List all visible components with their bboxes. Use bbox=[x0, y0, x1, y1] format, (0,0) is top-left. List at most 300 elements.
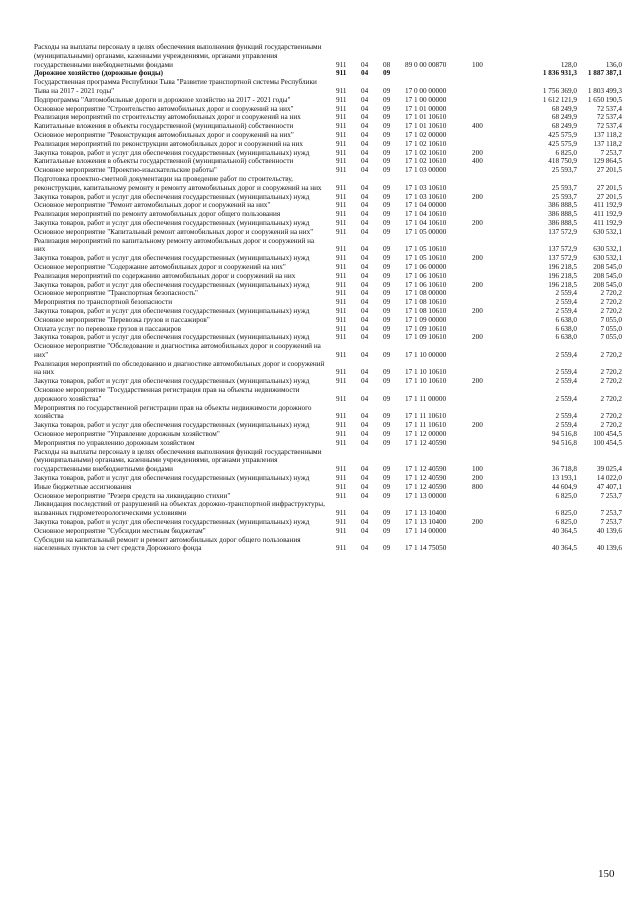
row-target-article: 17 1 13 10400 bbox=[405, 518, 447, 527]
row-target-article: 17 1 12 40590 bbox=[405, 465, 447, 474]
row-target-article: 17 1 10 10610 bbox=[405, 377, 447, 386]
row-target-article: 17 1 08 00000 bbox=[405, 289, 447, 298]
row-amount-2020: 6 825,0 bbox=[555, 518, 577, 527]
row-name: Закупка товаров, работ и услуг для обеспечения государственных (муниципальных) нужд bbox=[34, 421, 310, 430]
table-row bbox=[34, 307, 624, 316]
row-section-code: 04 bbox=[361, 104, 369, 113]
row-target-article: 17 1 03 00000 bbox=[405, 166, 447, 175]
row-subsection-code: 09 bbox=[383, 95, 391, 104]
row-amount-2020: 386 888,5 bbox=[548, 210, 577, 219]
row-name: Закупка товаров, работ и услуг для обеспечения государственных (муниципальных) нужд bbox=[34, 254, 310, 263]
row-amount-2021: 411 192,9 bbox=[593, 201, 622, 210]
row-amount-2020: 2 559,4 bbox=[555, 368, 577, 377]
row-section-code: 04 bbox=[361, 166, 369, 175]
row-amount-2020: 6 825,0 bbox=[555, 148, 577, 157]
row-ministry-code: 911 bbox=[336, 298, 347, 307]
row-amount-2021: 40 139,6 bbox=[596, 526, 622, 535]
table-row bbox=[34, 122, 624, 131]
row-subsection-code: 09 bbox=[383, 430, 391, 439]
row-amount-2021: 7 055,0 bbox=[600, 333, 622, 342]
table-row bbox=[34, 316, 624, 325]
row-expense-type: 800 bbox=[472, 482, 483, 491]
table-row bbox=[34, 105, 624, 114]
row-section-code: 04 bbox=[361, 465, 369, 474]
row-amount-2020: 2 559,4 bbox=[555, 306, 577, 315]
row-name: Реализация мероприятий по содержанию автомобильных дорог и сооружений на них bbox=[34, 271, 296, 280]
row-name: Мероприятия по государственной регистрации прав на объекты недвижимости дорожного хозяйства bbox=[34, 403, 312, 421]
row-ministry-code: 911 bbox=[336, 430, 347, 439]
table-row bbox=[34, 439, 624, 448]
row-subsection-code: 09 bbox=[383, 298, 391, 307]
row-subsection-code: 09 bbox=[383, 139, 391, 148]
row-expense-type: 100 bbox=[472, 60, 483, 69]
row-amount-2020: 25 593,7 bbox=[551, 192, 577, 201]
row-section-code: 04 bbox=[361, 280, 369, 289]
row-ministry-code: 911 bbox=[336, 69, 347, 78]
row-ministry-code: 911 bbox=[336, 394, 347, 403]
table-row bbox=[34, 78, 624, 96]
row-ministry-code: 911 bbox=[336, 210, 347, 219]
table-row bbox=[34, 474, 624, 483]
row-subsection-code: 09 bbox=[383, 192, 391, 201]
row-section-code: 04 bbox=[361, 350, 369, 359]
row-amount-2021: 411 192,9 bbox=[593, 210, 622, 219]
row-subsection-code: 09 bbox=[383, 394, 391, 403]
row-amount-2020: 386 888,5 bbox=[548, 201, 577, 210]
row-target-article: 17 1 12 40590 bbox=[405, 482, 447, 491]
row-amount-2021: 47 407,1 bbox=[596, 482, 622, 491]
row-amount-2020: 94 516,8 bbox=[551, 430, 577, 439]
table-row bbox=[34, 430, 624, 439]
row-subsection-code: 09 bbox=[383, 122, 391, 131]
row-target-article: 17 1 14 00000 bbox=[405, 526, 447, 535]
row-name: Подпрограмма "Автомобильные дороги и дорожное хозяйство на 2017 - 2021 годы" bbox=[34, 95, 291, 104]
row-section-code: 04 bbox=[361, 271, 369, 280]
row-subsection-code: 09 bbox=[383, 377, 391, 386]
row-amount-2020: 6 638,0 bbox=[555, 333, 577, 342]
table-row bbox=[34, 298, 624, 307]
row-name: Закупка товаров, работ и услуг для обеспечения государственных (муниципальных) нужд bbox=[34, 280, 310, 289]
row-amount-2020: 2 559,4 bbox=[555, 289, 577, 298]
row-section-code: 04 bbox=[361, 544, 369, 553]
row-ministry-code: 911 bbox=[336, 262, 347, 271]
row-ministry-code: 911 bbox=[336, 518, 347, 527]
table-row bbox=[34, 483, 624, 492]
row-ministry-code: 911 bbox=[336, 421, 347, 430]
table-row bbox=[34, 448, 624, 474]
row-amount-2020: 44 604,9 bbox=[551, 482, 577, 491]
row-amount-2021: 7 055,0 bbox=[600, 324, 622, 333]
row-name: Реализация мероприятий по капитальному ремонту автомобильных дорог и сооружений на них bbox=[34, 236, 315, 254]
table-row bbox=[34, 157, 624, 166]
row-amount-2021: 2 720,2 bbox=[600, 421, 622, 430]
table-row bbox=[34, 360, 624, 378]
row-subsection-code: 09 bbox=[383, 113, 391, 122]
row-amount-2020: 13 193,1 bbox=[551, 474, 577, 483]
row-expense-type: 200 bbox=[472, 148, 483, 157]
table-row bbox=[34, 219, 624, 228]
row-name: Субсидии на капитальный ремонт и ремонт автомобильных дорог общего пользования населенных пунктов за счет средств Дорожного фонда bbox=[34, 535, 301, 553]
row-expense-type: 200 bbox=[472, 218, 483, 227]
table-row bbox=[34, 272, 624, 281]
row-name: Основное мероприятие "Перевозка грузов и пассажиров" bbox=[34, 315, 210, 324]
row-name: Закупка товаров, работ и услуг для обеспечения государственных (муниципальных) нужд bbox=[34, 333, 310, 342]
row-section-code: 04 bbox=[361, 69, 369, 78]
row-subsection-code: 09 bbox=[383, 526, 391, 535]
row-ministry-code: 911 bbox=[336, 201, 347, 210]
row-target-article: 17 1 13 10400 bbox=[405, 509, 447, 518]
page-number: 150 bbox=[598, 868, 615, 880]
table-row bbox=[34, 113, 624, 122]
row-name: Ликвидация последствий от разрушений на объектах дорожно-транспортной инфраструктуры, вызванных гидрометеорологическими условиями bbox=[34, 500, 325, 518]
row-section-code: 04 bbox=[361, 227, 369, 236]
row-ministry-code: 911 bbox=[336, 333, 347, 342]
row-subsection-code: 09 bbox=[383, 254, 391, 263]
row-target-article: 17 1 00 00000 bbox=[405, 95, 447, 104]
row-amount-2020: 25 593,7 bbox=[551, 183, 577, 192]
row-amount-2021: 208 545,0 bbox=[593, 280, 622, 289]
row-target-article: 17 1 05 10610 bbox=[405, 254, 447, 263]
row-expense-type: 200 bbox=[472, 254, 483, 263]
table-row bbox=[34, 210, 624, 219]
row-target-article: 17 1 01 10610 bbox=[405, 113, 447, 122]
budget-table bbox=[34, 43, 624, 553]
row-name: Закупка товаров, работ и услуг для обеспечения государственных (муниципальных) нужд bbox=[34, 148, 310, 157]
row-section-code: 04 bbox=[361, 60, 369, 69]
row-subsection-code: 09 bbox=[383, 324, 391, 333]
table-row bbox=[34, 281, 624, 290]
row-amount-2021: 27 201,5 bbox=[596, 183, 622, 192]
row-section-code: 04 bbox=[361, 192, 369, 201]
row-subsection-code: 09 bbox=[383, 69, 391, 78]
table-row bbox=[34, 193, 624, 202]
row-ministry-code: 911 bbox=[336, 482, 347, 491]
row-section-code: 04 bbox=[361, 130, 369, 139]
row-amount-2020: 196 218,5 bbox=[548, 271, 577, 280]
row-amount-2021: 1 650 190,5 bbox=[587, 95, 622, 104]
row-section-code: 04 bbox=[361, 245, 369, 254]
row-ministry-code: 911 bbox=[336, 377, 347, 386]
row-target-article: 17 1 04 10610 bbox=[405, 210, 447, 219]
row-target-article: 17 1 14 75050 bbox=[405, 544, 447, 553]
row-section-code: 04 bbox=[361, 210, 369, 219]
row-subsection-code: 09 bbox=[383, 465, 391, 474]
row-expense-type: 200 bbox=[472, 421, 483, 430]
row-subsection-code: 09 bbox=[383, 306, 391, 315]
row-subsection-code: 09 bbox=[383, 218, 391, 227]
row-amount-2020: 40 364,5 bbox=[551, 544, 577, 553]
row-name: Мероприятия по транспортной безопасности bbox=[34, 298, 173, 307]
row-amount-2021: 630 532,1 bbox=[593, 254, 622, 263]
row-amount-2021: 39 025,4 bbox=[596, 465, 622, 474]
row-amount-2020: 1 836 931,3 bbox=[542, 69, 577, 78]
row-amount-2020: 6 825,0 bbox=[555, 509, 577, 518]
row-target-article: 17 1 12 40590 bbox=[405, 474, 447, 483]
row-amount-2021: 630 532,1 bbox=[593, 227, 622, 236]
row-amount-2020: 418 750,9 bbox=[548, 157, 577, 166]
row-amount-2021: 72 537,4 bbox=[596, 113, 622, 122]
row-amount-2021: 100 454,5 bbox=[593, 430, 622, 439]
row-amount-2020: 6 638,0 bbox=[555, 315, 577, 324]
row-amount-2020: 2 559,4 bbox=[555, 412, 577, 421]
row-name: Основное мероприятие "Ремонт автомобильных дорог и сооружений на них" bbox=[34, 201, 271, 210]
row-ministry-code: 911 bbox=[336, 412, 347, 421]
row-section-code: 04 bbox=[361, 113, 369, 122]
row-target-article: 17 1 08 10610 bbox=[405, 298, 447, 307]
table-row bbox=[34, 492, 624, 501]
table-row bbox=[34, 518, 624, 527]
row-ministry-code: 911 bbox=[336, 227, 347, 236]
row-ministry-code: 911 bbox=[336, 104, 347, 113]
row-target-article: 17 1 09 10610 bbox=[405, 324, 447, 333]
row-section-code: 04 bbox=[361, 377, 369, 386]
row-amount-2020: 196 218,5 bbox=[548, 262, 577, 271]
row-amount-2020: 2 559,4 bbox=[555, 394, 577, 403]
table-row bbox=[34, 149, 624, 158]
row-section-code: 04 bbox=[361, 262, 369, 271]
row-ministry-code: 911 bbox=[336, 192, 347, 201]
row-name: Оплата услуг по перевозке грузов и пассажиров bbox=[34, 324, 182, 333]
row-amount-2021: 27 201,5 bbox=[596, 166, 622, 175]
row-name: Основное мероприятие "Строительство автомобильных дорог и сооружений на них" bbox=[34, 104, 294, 113]
row-subsection-code: 09 bbox=[383, 271, 391, 280]
row-amount-2021: 1 887 387,1 bbox=[587, 69, 622, 78]
row-ministry-code: 911 bbox=[336, 254, 347, 263]
row-name: Основное мероприятие "Управление дорожным хозяйством" bbox=[34, 430, 220, 439]
row-name: Иные бюджетные ассигнования bbox=[34, 482, 132, 491]
row-target-article: 17 1 06 00000 bbox=[405, 262, 447, 271]
row-ministry-code: 911 bbox=[336, 526, 347, 535]
row-amount-2020: 128,0 bbox=[560, 60, 577, 69]
row-ministry-code: 911 bbox=[336, 166, 347, 175]
row-subsection-code: 09 bbox=[383, 482, 391, 491]
row-ministry-code: 911 bbox=[336, 289, 347, 298]
row-target-article: 17 1 06 10610 bbox=[405, 271, 447, 280]
row-amount-2021: 2 720,2 bbox=[600, 289, 622, 298]
row-expense-type: 400 bbox=[472, 122, 483, 131]
row-ministry-code: 911 bbox=[336, 218, 347, 227]
table-row bbox=[34, 140, 624, 149]
row-ministry-code: 911 bbox=[336, 544, 347, 553]
row-amount-2021: 1 803 499,3 bbox=[587, 86, 622, 95]
row-amount-2021: 7 253,7 bbox=[600, 518, 622, 527]
row-section-code: 04 bbox=[361, 421, 369, 430]
row-name: Капитальные вложения в объекты государственной (муниципальной) собственности bbox=[34, 157, 294, 166]
row-target-article: 17 0 00 00000 bbox=[405, 86, 447, 95]
row-name: Закупка товаров, работ и услуг для обеспечения государственных (муниципальных) нужд bbox=[34, 218, 310, 227]
row-subsection-code: 09 bbox=[383, 183, 391, 192]
row-target-article: 17 1 09 10610 bbox=[405, 333, 447, 342]
row-ministry-code: 911 bbox=[336, 350, 347, 359]
row-ministry-code: 911 bbox=[336, 324, 347, 333]
row-expense-type: 200 bbox=[472, 474, 483, 483]
row-ministry-code: 911 bbox=[336, 130, 347, 139]
row-subsection-code: 09 bbox=[383, 491, 391, 500]
row-section-code: 04 bbox=[361, 139, 369, 148]
row-amount-2020: 1 756 369,0 bbox=[542, 86, 577, 95]
row-amount-2021: 136,0 bbox=[605, 60, 622, 69]
table-row bbox=[34, 325, 624, 334]
row-amount-2020: 6 638,0 bbox=[555, 324, 577, 333]
row-target-article: 17 1 08 10610 bbox=[405, 306, 447, 315]
row-section-code: 04 bbox=[361, 298, 369, 307]
row-ministry-code: 911 bbox=[336, 368, 347, 377]
row-section-code: 04 bbox=[361, 315, 369, 324]
table-row bbox=[34, 96, 624, 105]
row-name: Закупка товаров, работ и услуг для обеспечения государственных (муниципальных) нужд bbox=[34, 192, 310, 201]
row-name: Реализация мероприятий по обследованию и диагностике автомобильных дорог и сооружений на них bbox=[34, 359, 325, 377]
row-name: Основное мероприятие "Содержание автомобильных дорог и сооружений на них" bbox=[34, 262, 286, 271]
row-ministry-code: 911 bbox=[336, 157, 347, 166]
row-amount-2021: 208 545,0 bbox=[593, 271, 622, 280]
row-name: Подготовка проектно-сметной документации на проведение работ по строительству, реконструкции, капитальному ремонту и ремонту автомобильных дорог и сооружений на них bbox=[34, 174, 322, 192]
row-name: Основное мероприятие "Резерв средств на ликвидацию стихии" bbox=[34, 491, 231, 500]
table-row bbox=[34, 333, 624, 342]
row-name: Дорожное хозяйство (дорожные фонды) bbox=[34, 69, 163, 78]
table-row bbox=[34, 342, 624, 360]
row-section-code: 04 bbox=[361, 394, 369, 403]
row-name: Основное мероприятие "Государственная регистрация прав на объекты недвижимости дорожного хозяйства" bbox=[34, 386, 300, 403]
table-row bbox=[34, 404, 624, 422]
row-subsection-code: 09 bbox=[383, 474, 391, 483]
row-expense-type: 200 bbox=[472, 333, 483, 342]
row-expense-type: 200 bbox=[472, 306, 483, 315]
row-amount-2021: 40 139,6 bbox=[596, 544, 622, 553]
row-amount-2020: 137 572,9 bbox=[548, 245, 577, 254]
row-subsection-code: 09 bbox=[383, 412, 391, 421]
table-row bbox=[34, 377, 624, 386]
row-section-code: 04 bbox=[361, 218, 369, 227]
row-ministry-code: 911 bbox=[336, 113, 347, 122]
row-amount-2020: 2 559,4 bbox=[555, 350, 577, 359]
row-section-code: 04 bbox=[361, 289, 369, 298]
table-row bbox=[34, 175, 624, 193]
row-section-code: 04 bbox=[361, 86, 369, 95]
row-amount-2021: 27 201,5 bbox=[596, 192, 622, 201]
row-section-code: 04 bbox=[361, 157, 369, 166]
row-amount-2020: 425 575,9 bbox=[548, 139, 577, 148]
row-name: Капитальные вложения в объекты государственной (муниципальной) собственности bbox=[34, 122, 294, 131]
row-ministry-code: 911 bbox=[336, 315, 347, 324]
row-ministry-code: 911 bbox=[336, 509, 347, 518]
row-target-article: 17 1 12 00000 bbox=[405, 430, 447, 439]
row-ministry-code: 911 bbox=[336, 139, 347, 148]
row-amount-2020: 94 516,8 bbox=[551, 438, 577, 447]
row-amount-2021: 2 720,2 bbox=[600, 377, 622, 386]
row-target-article: 17 1 02 00000 bbox=[405, 130, 447, 139]
row-name: Расходы на выплаты персоналу в целях обеспечения выполнения функций государственными (муниципальными) органами, казенными учреждениями, органами управления государственными внебюджетными фондами bbox=[34, 447, 322, 474]
row-target-article: 17 1 05 00000 bbox=[405, 227, 447, 236]
row-section-code: 04 bbox=[361, 526, 369, 535]
row-target-article: 17 1 10 00000 bbox=[405, 350, 447, 359]
row-amount-2021: 7 253,7 bbox=[600, 509, 622, 518]
row-name: Основное мероприятие "Транспортная безопасность" bbox=[34, 289, 198, 298]
row-amount-2021: 7 055,0 bbox=[600, 315, 622, 324]
row-amount-2021: 2 720,2 bbox=[600, 412, 622, 421]
row-subsection-code: 08 bbox=[383, 60, 391, 69]
row-target-article: 17 1 02 10610 bbox=[405, 157, 447, 166]
table-row bbox=[34, 254, 624, 263]
row-target-article: 17 1 04 00000 bbox=[405, 201, 447, 210]
table-row bbox=[34, 421, 624, 430]
row-target-article: 17 1 06 10610 bbox=[405, 280, 447, 289]
row-ministry-code: 911 bbox=[336, 438, 347, 447]
row-ministry-code: 911 bbox=[336, 245, 347, 254]
row-ministry-code: 911 bbox=[336, 148, 347, 157]
row-target-article: 17 1 09 00000 bbox=[405, 315, 447, 324]
row-name: Закупка товаров, работ и услуг для обеспечения государственных (муниципальных) нужд bbox=[34, 474, 310, 483]
row-ministry-code: 911 bbox=[336, 306, 347, 315]
row-target-article: 17 1 04 10610 bbox=[405, 218, 447, 227]
row-amount-2021: 2 720,2 bbox=[600, 306, 622, 315]
row-section-code: 04 bbox=[361, 183, 369, 192]
row-target-article: 17 1 02 10610 bbox=[405, 139, 447, 148]
row-amount-2020: 6 825,0 bbox=[555, 491, 577, 500]
table-row bbox=[34, 228, 624, 237]
row-subsection-code: 09 bbox=[383, 104, 391, 113]
row-target-article: 17 1 11 10610 bbox=[405, 412, 447, 421]
row-name: Реализация мероприятий по реконструкции автомобильных дорог и сооружений на них bbox=[34, 139, 303, 148]
table-row bbox=[34, 386, 624, 404]
row-amount-2021: 72 537,4 bbox=[596, 122, 622, 131]
row-subsection-code: 09 bbox=[383, 509, 391, 518]
row-ministry-code: 911 bbox=[336, 183, 347, 192]
table-row bbox=[34, 131, 624, 140]
row-section-code: 04 bbox=[361, 201, 369, 210]
row-name: Закупка товаров, работ и услуг для обеспечения государственных (муниципальных) нужд bbox=[34, 306, 310, 315]
row-section-code: 04 bbox=[361, 491, 369, 500]
row-ministry-code: 911 bbox=[336, 280, 347, 289]
row-amount-2021: 411 192,9 bbox=[593, 218, 622, 227]
row-amount-2021: 129 864,5 bbox=[593, 157, 622, 166]
table-row bbox=[34, 289, 624, 298]
row-ministry-code: 911 bbox=[336, 122, 347, 131]
row-name: Реализация мероприятий по строительству автомобильных дорог и сооружений на них bbox=[34, 113, 301, 122]
row-subsection-code: 09 bbox=[383, 438, 391, 447]
row-subsection-code: 09 bbox=[383, 148, 391, 157]
row-section-code: 04 bbox=[361, 438, 369, 447]
table-row bbox=[34, 527, 624, 536]
row-amount-2021: 100 454,5 bbox=[593, 438, 622, 447]
table-row bbox=[34, 500, 624, 518]
row-section-code: 04 bbox=[361, 324, 369, 333]
row-subsection-code: 09 bbox=[383, 245, 391, 254]
row-amount-2020: 425 575,9 bbox=[548, 130, 577, 139]
row-amount-2021: 2 720,2 bbox=[600, 350, 622, 359]
row-subsection-code: 09 bbox=[383, 262, 391, 271]
row-ministry-code: 911 bbox=[336, 86, 347, 95]
row-name: Реализация мероприятий по ремонту автомобильных дорог общего пользования bbox=[34, 210, 281, 219]
row-name: Основное мероприятие "Реконструкция автомобильных дорог и сооружений на них" bbox=[34, 130, 294, 139]
row-amount-2020: 1 612 121,9 bbox=[542, 95, 577, 104]
table-row bbox=[34, 201, 624, 210]
row-amount-2021: 7 253,7 bbox=[600, 148, 622, 157]
row-name: Закупка товаров, работ и услуг для обеспечения государственных (муниципальных) нужд bbox=[34, 377, 310, 386]
table-row bbox=[34, 536, 624, 554]
row-amount-2021: 14 022,0 bbox=[596, 474, 622, 483]
row-expense-type: 200 bbox=[472, 192, 483, 201]
row-amount-2021: 7 253,7 bbox=[600, 491, 622, 500]
row-section-code: 04 bbox=[361, 122, 369, 131]
row-name: Мероприятия по управлению дорожным хозяйством bbox=[34, 438, 195, 447]
row-subsection-code: 09 bbox=[383, 315, 391, 324]
row-amount-2021: 208 545,0 bbox=[593, 262, 622, 271]
row-section-code: 04 bbox=[361, 95, 369, 104]
row-section-code: 04 bbox=[361, 509, 369, 518]
row-section-code: 04 bbox=[361, 482, 369, 491]
row-expense-type: 200 bbox=[472, 377, 483, 386]
row-amount-2021: 2 720,2 bbox=[600, 394, 622, 403]
